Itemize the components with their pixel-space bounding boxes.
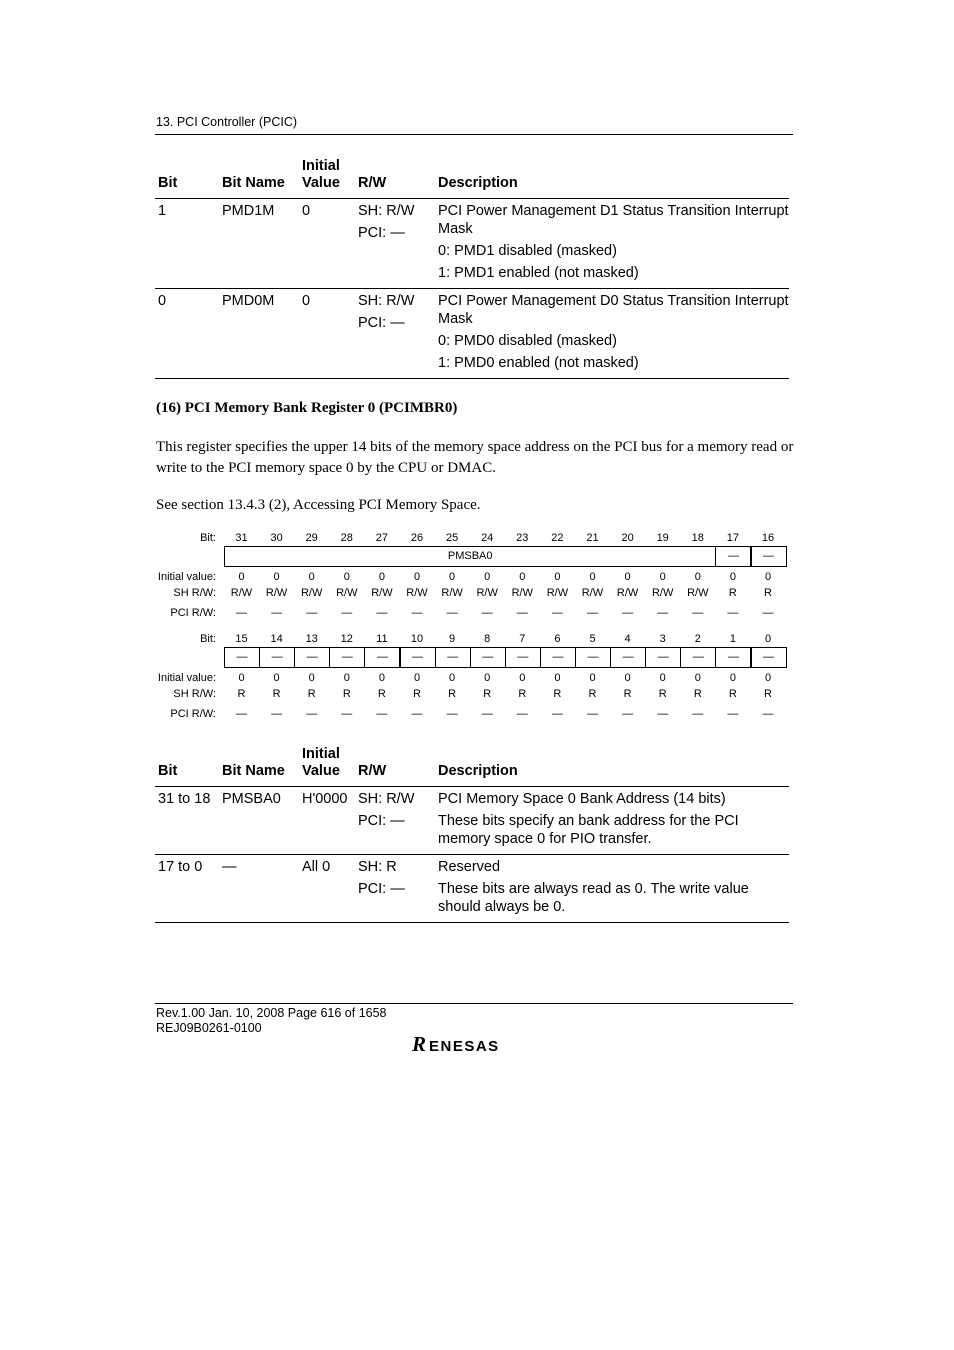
initial-value: 0 bbox=[729, 672, 736, 684]
bit-number: 4 bbox=[624, 633, 631, 645]
bit-number: 6 bbox=[554, 633, 561, 645]
col-initial-value: Initial Value bbox=[299, 746, 355, 787]
register-diagram-lower bbox=[0, 631, 954, 723]
initial-value: 0 bbox=[238, 571, 245, 583]
initial-value: 0 bbox=[554, 672, 561, 684]
col-initial-value: Initial Value bbox=[299, 158, 355, 199]
pci-access: — bbox=[762, 607, 774, 619]
sh-access: R bbox=[307, 688, 316, 700]
bit-number: 7 bbox=[519, 633, 526, 645]
reference-paragraph: See section 13.4.3 (2), Accessing PCI Memory Space. bbox=[156, 497, 481, 513]
bit-name-cell: PMD0M bbox=[219, 289, 299, 379]
pci-access: — bbox=[306, 607, 318, 619]
description-line: PCI Power Management D0 Status Transition Interrupt Mask bbox=[438, 293, 789, 327]
description-line: These bits are always read as 0. The write value should always be 0. bbox=[438, 881, 749, 915]
sh-access: R bbox=[518, 688, 527, 700]
register-label-bit: Bit: bbox=[200, 532, 216, 544]
sh-access: R bbox=[623, 688, 632, 700]
bit-cell: 17 to 0 bbox=[155, 855, 219, 923]
bit-number: 3 bbox=[659, 633, 666, 645]
initial-value: 0 bbox=[589, 672, 596, 684]
register-field: — bbox=[470, 647, 506, 668]
rw-cell bbox=[355, 855, 435, 923]
sh-access: R/W bbox=[336, 587, 358, 599]
initial-value: 0 bbox=[413, 571, 421, 583]
pci-access: — bbox=[657, 607, 669, 619]
sh-access: R/W bbox=[616, 587, 639, 599]
sh-access: R bbox=[764, 587, 772, 599]
sh-access: R bbox=[237, 688, 246, 700]
description-cell bbox=[435, 787, 789, 855]
bit-number: 17 bbox=[726, 532, 740, 544]
description-line: These bits specify an bank address for the PCI memory space 0 for PIO transfer. bbox=[438, 813, 739, 847]
bit-cell: 31 to 18 bbox=[155, 787, 219, 855]
sh-access: R bbox=[377, 688, 386, 700]
sh-access: R bbox=[342, 688, 351, 700]
pci-access: — bbox=[622, 607, 634, 619]
bit-number: 19 bbox=[656, 532, 669, 544]
initial-value-cell: 0 bbox=[299, 289, 355, 379]
sh-access: R bbox=[658, 688, 667, 700]
bit-cell: 1 bbox=[155, 199, 219, 289]
bit-number: 14 bbox=[270, 633, 283, 645]
footer-rule bbox=[155, 1003, 793, 1004]
bit-table-2 bbox=[155, 746, 789, 923]
initial-value: 0 bbox=[238, 672, 245, 684]
rw-line: SH: R/W bbox=[358, 203, 415, 219]
initial-value: 0 bbox=[659, 672, 666, 684]
col-bit: Bit bbox=[155, 746, 219, 787]
col-bit: Bit bbox=[155, 158, 219, 199]
initial-value: 0 bbox=[273, 571, 280, 583]
register-label-pcirw: PCI R/W: bbox=[170, 708, 216, 720]
description-cell bbox=[435, 199, 789, 289]
register-field: — bbox=[715, 647, 751, 668]
col-bit-name: Bit Name bbox=[219, 158, 299, 199]
table-row bbox=[155, 289, 789, 379]
table-row bbox=[155, 787, 789, 855]
pci-access: — bbox=[376, 607, 388, 619]
initial-value: 0 bbox=[694, 571, 701, 583]
col-description: Description bbox=[435, 746, 789, 787]
pci-access: — bbox=[236, 607, 247, 619]
bit-number: 1 bbox=[729, 633, 736, 645]
running-header: 13. PCI Controller (PCIC) bbox=[156, 115, 298, 129]
initial-value: 0 bbox=[343, 672, 350, 684]
sh-access: R/W bbox=[406, 587, 428, 599]
pci-access: — bbox=[551, 708, 563, 720]
initial-value: 0 bbox=[729, 571, 736, 583]
pci-access: — bbox=[271, 708, 283, 720]
initial-value: 0 bbox=[449, 571, 456, 583]
sh-access: R bbox=[728, 688, 737, 700]
bit-table-1 bbox=[155, 158, 789, 379]
bit-number: 23 bbox=[516, 532, 529, 544]
rw-cell bbox=[355, 289, 435, 379]
sh-access: R/W bbox=[651, 587, 674, 599]
register-field: — bbox=[610, 647, 646, 668]
pci-access: — bbox=[411, 607, 423, 619]
pci-access: — bbox=[341, 708, 353, 720]
register-field: — bbox=[364, 647, 400, 668]
initial-value: 0 bbox=[484, 672, 491, 684]
rw-cell bbox=[355, 787, 435, 855]
initial-value: 0 bbox=[764, 672, 772, 684]
rw-line: PCI: — bbox=[358, 225, 405, 241]
bit-name-cell: PMSBA0 bbox=[219, 787, 299, 855]
initial-value: 0 bbox=[413, 672, 421, 684]
sh-access: R bbox=[272, 688, 281, 700]
pci-access: — bbox=[692, 708, 704, 720]
bit-number: 11 bbox=[376, 633, 388, 645]
header-rule bbox=[155, 134, 793, 135]
initial-value: 0 bbox=[764, 571, 772, 583]
register-field: — bbox=[680, 647, 716, 668]
register-field: — bbox=[540, 647, 576, 668]
bit-number: 26 bbox=[410, 532, 424, 544]
bit-number: 30 bbox=[270, 532, 283, 544]
pci-access: — bbox=[341, 607, 353, 619]
sh-access: R/W bbox=[511, 587, 533, 599]
pci-access: — bbox=[692, 607, 704, 619]
pci-access: — bbox=[551, 607, 563, 619]
register-label-shrw: SH R/W: bbox=[173, 688, 216, 700]
bit-name-cell: PMD1M bbox=[219, 199, 299, 289]
bit-number: 15 bbox=[235, 633, 248, 645]
register-field: — bbox=[715, 546, 751, 567]
register-field: — bbox=[224, 647, 260, 668]
sh-access: R bbox=[728, 587, 737, 599]
sh-access: R/W bbox=[371, 587, 393, 599]
register-field: — bbox=[294, 647, 330, 668]
footer-revision: Rev.1.00 Jan. 10, 2008 Page 616 of 1658 bbox=[156, 1006, 387, 1020]
sh-access: R bbox=[764, 688, 772, 700]
pci-access: — bbox=[587, 708, 598, 720]
pci-access: — bbox=[622, 708, 634, 720]
bit-number: 18 bbox=[691, 532, 704, 544]
sh-access: R bbox=[448, 688, 457, 700]
renesas-logo bbox=[408, 1031, 538, 1057]
register-field: — bbox=[751, 647, 787, 668]
intro-paragraph: This register specifies the upper 14 bits of the memory space address on the PCI bus for a memory read or write to the PCI memory space 0 by the CPU or DMAC. bbox=[156, 439, 794, 476]
initial-value: 0 bbox=[519, 571, 526, 583]
initial-value: 0 bbox=[484, 571, 491, 583]
sh-access: R bbox=[483, 688, 492, 700]
register-label-initial: Initial value: bbox=[157, 571, 216, 583]
bit-number: 13 bbox=[305, 633, 318, 645]
bit-number: 20 bbox=[621, 532, 634, 544]
register-field: — bbox=[400, 647, 436, 668]
bit-number: 29 bbox=[305, 532, 318, 544]
bit-number: 10 bbox=[410, 633, 424, 645]
pci-access: — bbox=[516, 607, 528, 619]
description-line: 0: PMD1 disabled (masked) bbox=[438, 243, 617, 259]
description-line: PCI Power Management D1 Status Transition Interrupt Mask bbox=[438, 203, 789, 237]
table-header-row bbox=[155, 746, 789, 787]
bit-number: 2 bbox=[694, 633, 701, 645]
rw-line: PCI: — bbox=[358, 881, 405, 897]
register-label-pcirw: PCI R/W: bbox=[170, 607, 216, 619]
description-line: 1: PMD1 enabled (not masked) bbox=[438, 265, 639, 281]
svg-text:ENESAS: ENESAS bbox=[429, 1038, 500, 1055]
sh-access: R bbox=[553, 688, 562, 700]
bit-number: 0 bbox=[764, 633, 772, 645]
register-field: — bbox=[259, 647, 295, 668]
rw-cell bbox=[355, 199, 435, 289]
initial-value: 0 bbox=[659, 571, 666, 583]
col-rw: R/W bbox=[355, 158, 435, 199]
pci-access: — bbox=[587, 607, 598, 619]
register-label-shrw: SH R/W: bbox=[173, 587, 216, 599]
pci-access: — bbox=[727, 607, 739, 619]
initial-value: 0 bbox=[624, 672, 631, 684]
initial-value: 0 bbox=[273, 672, 280, 684]
initial-value: 0 bbox=[378, 571, 385, 583]
rw-line: SH: R/W bbox=[358, 293, 415, 309]
description-line: 0: PMD0 disabled (masked) bbox=[438, 333, 617, 349]
description-cell bbox=[435, 289, 789, 379]
register-field: — bbox=[435, 647, 471, 668]
register-field: — bbox=[575, 647, 611, 668]
bit-number: 8 bbox=[484, 633, 491, 645]
pci-access: — bbox=[481, 607, 493, 619]
footer-document-number: REJ09B0261-0100 bbox=[156, 1021, 262, 1035]
register-field: — bbox=[505, 647, 541, 668]
section-title: (16) PCI Memory Bank Register 0 (PCIMBR0) bbox=[156, 400, 458, 416]
initial-value: 0 bbox=[343, 571, 350, 583]
table-header-row bbox=[155, 158, 789, 199]
bit-number: 25 bbox=[445, 532, 459, 544]
initial-value: 0 bbox=[694, 672, 701, 684]
initial-value: 0 bbox=[624, 571, 631, 583]
pci-access: — bbox=[446, 607, 458, 619]
register-field: — bbox=[751, 546, 787, 567]
bit-number: 28 bbox=[340, 532, 353, 544]
description-line: PCI Memory Space 0 Bank Address (14 bits) bbox=[438, 791, 726, 807]
pci-access: — bbox=[762, 708, 774, 720]
initial-value: 0 bbox=[449, 672, 456, 684]
initial-value: 0 bbox=[308, 672, 315, 684]
bit-number: 16 bbox=[761, 532, 775, 544]
table-row bbox=[155, 199, 789, 289]
pci-access: — bbox=[481, 708, 493, 720]
col-rw: R/W bbox=[355, 746, 435, 787]
initial-value: 0 bbox=[589, 571, 596, 583]
sh-access: R bbox=[588, 688, 597, 700]
pci-access: — bbox=[411, 708, 423, 720]
bit-number: 9 bbox=[449, 633, 456, 645]
pci-access: — bbox=[271, 607, 283, 619]
pci-access: — bbox=[516, 708, 528, 720]
register-label-initial: Initial value: bbox=[157, 672, 216, 684]
bit-cell: 0 bbox=[155, 289, 219, 379]
pci-access: — bbox=[727, 708, 739, 720]
bit-name-cell: — bbox=[219, 855, 299, 923]
col-description: Description bbox=[435, 158, 789, 199]
rw-line: PCI: — bbox=[358, 813, 405, 829]
renesas-logo-mark bbox=[408, 1031, 538, 1057]
description-cell bbox=[435, 855, 789, 923]
table-row bbox=[155, 855, 789, 923]
initial-value-cell: All 0 bbox=[299, 855, 355, 923]
bit-number: 22 bbox=[551, 532, 564, 544]
description-line: 1: PMD0 enabled (not masked) bbox=[438, 355, 639, 371]
rw-line: SH: R/W bbox=[358, 791, 415, 807]
initial-value: 0 bbox=[519, 672, 526, 684]
initial-value: 0 bbox=[554, 571, 561, 583]
bit-number: 27 bbox=[375, 532, 389, 544]
description-line: Reserved bbox=[438, 859, 501, 875]
register-label-bit: Bit: bbox=[200, 633, 216, 645]
svg-text:R: R bbox=[412, 1032, 428, 1056]
bit-number: 24 bbox=[481, 532, 494, 544]
sh-access: R/W bbox=[441, 587, 463, 599]
pci-access: — bbox=[446, 708, 458, 720]
initial-value: 0 bbox=[308, 571, 315, 583]
bit-number: 21 bbox=[586, 532, 599, 544]
pci-access: — bbox=[657, 708, 669, 720]
register-field: — bbox=[329, 647, 365, 668]
register-field: — bbox=[645, 647, 681, 668]
sh-access: R/W bbox=[300, 587, 323, 599]
initial-value-cell: H'0000 bbox=[299, 787, 355, 855]
sh-access: R/W bbox=[546, 587, 569, 599]
register-field: PMSBA0 bbox=[224, 546, 716, 567]
col-bit-name: Bit Name bbox=[219, 746, 299, 787]
sh-access: R bbox=[693, 688, 702, 700]
sh-access: R/W bbox=[230, 587, 253, 599]
pci-access: — bbox=[306, 708, 318, 720]
pci-access: — bbox=[376, 708, 388, 720]
sh-access: R/W bbox=[476, 587, 498, 599]
sh-access: R/W bbox=[265, 587, 288, 599]
sh-access: R bbox=[413, 688, 421, 700]
sh-access: R/W bbox=[687, 587, 709, 599]
rw-line: SH: R bbox=[358, 859, 397, 875]
initial-value-cell: 0 bbox=[299, 199, 355, 289]
register-diagram-upper bbox=[0, 530, 954, 622]
bit-number: 12 bbox=[340, 633, 353, 645]
pci-access: — bbox=[236, 708, 247, 720]
rw-line: PCI: — bbox=[358, 315, 405, 331]
initial-value: 0 bbox=[378, 672, 385, 684]
sh-access: R/W bbox=[581, 587, 604, 599]
bit-number: 31 bbox=[235, 532, 248, 544]
bit-number: 5 bbox=[589, 633, 596, 645]
